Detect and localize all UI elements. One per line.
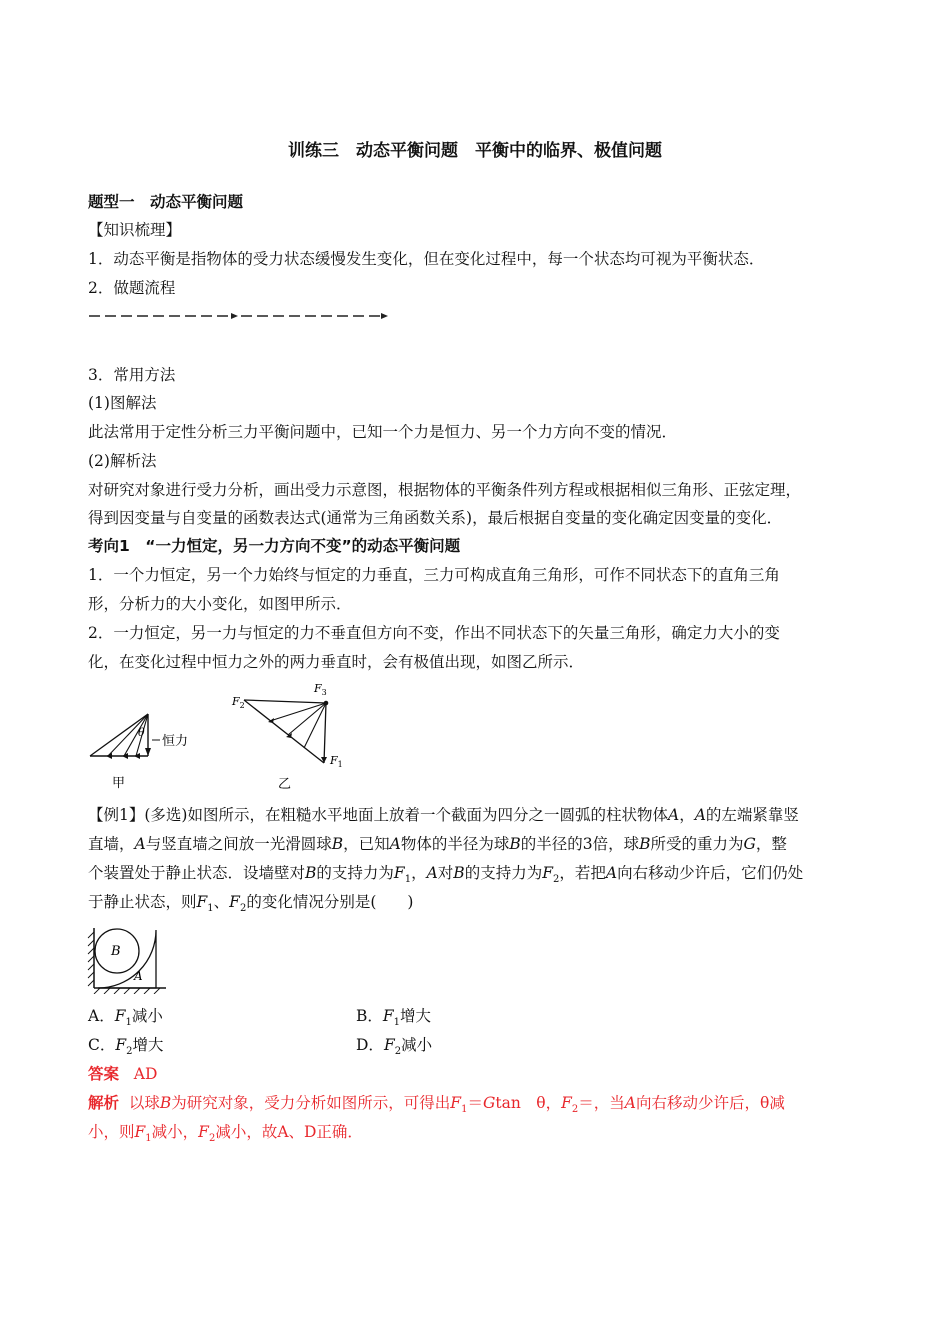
page-title: 训练三 动态平衡问题 平衡中的临界、极值问题 <box>288 141 662 161</box>
option-a[interactable]: A．$F_1$减小 <box>88 1007 163 1029</box>
answer-value: AD <box>133 1065 158 1083</box>
f1-label: F <box>330 754 338 767</box>
direction-2-line-2: 化，在变化过程中恒力之外的两力垂直时，会有极值出现，如图乙所示． <box>88 653 585 671</box>
example-line-4: 于静止状态，则$F_1$、$F_2$的变化情况分别是( ) <box>88 893 414 915</box>
constant-force-label: 恒力 <box>162 734 189 749</box>
analysis-line-1: 解析 以球B为研究对象，受力分析如图所示，可得出$F_1=Gtan$ θ，$F_2=$，当A向右移动少许后，θ减 <box>88 1094 785 1116</box>
paragraph-1: 1．动态平衡是指物体的受力状态缓慢发生变化，但在变化过程中，每一个状态均可视为平衡状态． <box>88 250 765 268</box>
f3-label: F <box>314 682 322 695</box>
direction-heading: 考向1 “一力恒定，另一力方向不变”的动态平衡问题 <box>88 537 461 555</box>
direction-2-line-1: 2．一力恒定，另一力与恒定的力不垂直但方向不变，作出不同状态下的矢量三角形，确定力大小的变 <box>88 624 780 642</box>
figure-yi <box>228 678 353 796</box>
paragraph-2: 2．做题流程 <box>88 279 176 297</box>
svg-text:F2: $F_2$ <box>232 695 245 710</box>
paragraph-3: 3．常用方法 <box>88 366 176 384</box>
theta-label: θ <box>138 726 145 739</box>
svg-text:F3: $F_3$ <box>314 682 327 697</box>
figure-jia <box>86 708 206 794</box>
ball-b-label: B <box>111 944 121 959</box>
figure-example <box>86 924 170 994</box>
direction-1-line-1: 1．一个力恒定，另一个力始终与恒定的力垂直，三力可构成直角三角形，可作不同状态下的直角三角 <box>88 566 780 584</box>
caption-yi: 乙 <box>278 777 292 792</box>
method-2-text-1: 对研究对象进行受力分析，画出受力示意图，根据物体的平衡条件列方程或根据相似三角形、正弦定理， <box>88 481 802 499</box>
option-d[interactable]: D．$F_2$减小 <box>356 1036 433 1058</box>
svg-text:F1: $F_1$ <box>330 754 343 769</box>
process-flow-arrows <box>88 308 393 324</box>
answer-line <box>88 1063 157 1085</box>
example-tag: 【例1】 <box>88 806 145 824</box>
method-2-title: (2)解析法 <box>88 452 157 470</box>
method-1-title: (1)图解法 <box>88 394 157 412</box>
method-2-text-2: 得到因变量与自变量的函数表达式(通常为三角函数关系)，最后根据自变量的变化确定因变量的变化． <box>88 509 783 527</box>
analysis-label: 解析 <box>88 1094 120 1112</box>
answer-label: 答案 <box>88 1065 120 1083</box>
caption-jia: 甲 <box>112 776 126 791</box>
option-c[interactable]: C．$F_2$增大 <box>88 1036 164 1058</box>
example-line-1: 【例1】(多选)如图所示，在粗糙水平地面上放着一个截面为四分之一圆弧的柱状物体A，A的左端紧靠竖 <box>88 806 799 824</box>
block-a-label: A <box>134 969 143 983</box>
section-heading: 题型一 动态平衡问题 <box>88 193 244 211</box>
knowledge-tag: 【知识梳理】 <box>88 221 182 239</box>
example-line-3: 个装置处于静止状态．设墙壁对B的支持力为$F_1$，A对B的支持力为$F_2$，若把A向右移动少许后，它们仍处 <box>88 864 804 886</box>
direction-1-line-2: 形，分析力的大小变化，如图甲所示． <box>88 595 352 613</box>
f2-label: F <box>232 695 240 708</box>
method-1-text: 此法常用于定性分析三力平衡问题中，已知一个力是恒力、另一个力方向不变的情况． <box>88 423 678 441</box>
option-b[interactable]: B．$F_1$增大 <box>356 1007 432 1029</box>
example-line-2: 直墙，A与竖直墙之间放一光滑圆球B，已知A物体的半径为球B的半径的3倍，球B所受的重力为G，整 <box>88 835 787 853</box>
analysis-line-2: 小，则$F_1$减小，$F_2$减小，故A、D正确． <box>88 1123 363 1145</box>
